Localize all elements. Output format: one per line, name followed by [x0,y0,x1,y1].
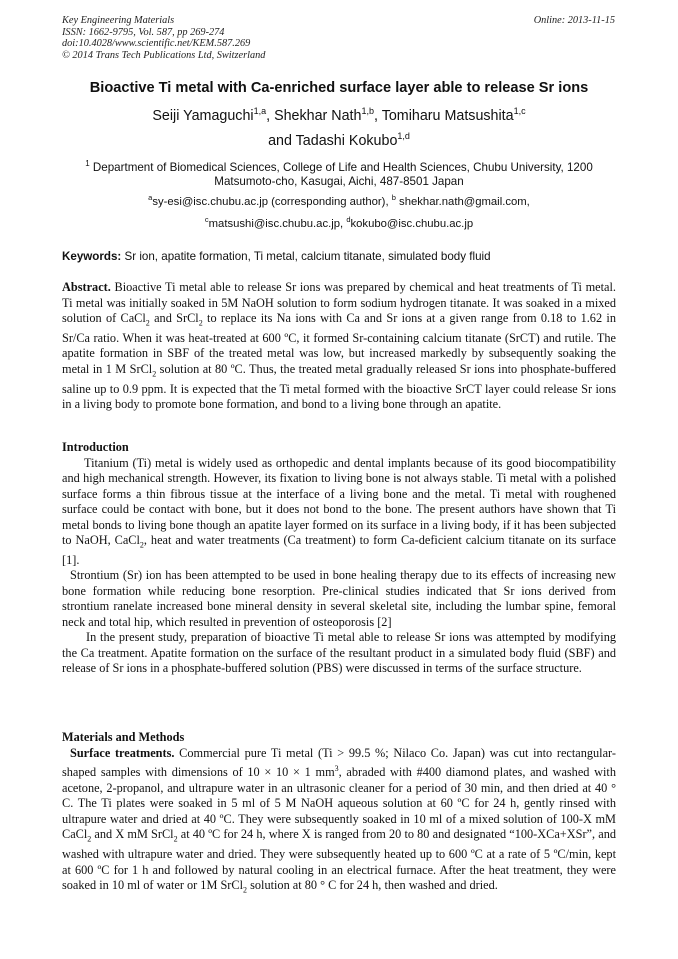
paragraph-text: Titanium (Ti) metal is widely used as orthopedic and dental implants because of its good biocompatibility and high mechanical strength. However, its fixation to living bone is not always stable. Ti metal with a polished surface forms a thin fibrous tissue at the interface of a living bone and the metal. Ti metal with roughened surface could be contact with bone, but it does not bond to the bone. The present authors have shown that Ti metal bonds to living bone though an apatite layer formed on its surface in a living body, if it has been subjected to NaOH, CaCl [62,455,616,547]
journal-header [62,15,265,61]
author-affil-sup: 1,d [397,131,410,141]
copyright-line: © 2014 Trans Tech Publications Ltd, Switzerland [62,49,266,61]
email-line-1 [0,193,678,208]
introduction-section [62,440,616,677]
abstract-text: to replace its Na ions with Ca and Sr ions at a given range from 0.18 to 1.62 in Sr/Ca ratio. When it was heat-treated at 600 ºC, it formed Sr-containing calcium titanate (SrCT) and rutile. The apatite formation in SBF of the treated metal was low, but increased markedly by subsequently soaking the metal in 1 M SrCl [62,311,616,376]
author-line-2 [0,131,678,149]
abstract-text: Bioactive Ti metal able to release Sr ions was prepared by chemical and heat treatments of Ti metal. Ti metal was initially soaked in 5M NaOH solution to form sodium hydrogen titanate. It was soaked in a mixed solution of CaCl [62,280,616,325]
paragraph-text: Strontium (Sr) ion has been attempted to be used in bone healing therapy due to its effects of increasing new bone formation while reducing bone resorption. Pre-clinical studies indicated that Sr ions derived from strontium ranelate increased bone mineral density in several skeletal site, including the lumbar spine, femoral neck and total hip, which resulted in prevention of osteoporosis [2] [62,568,616,629]
paragraph-text: solution at 80 ° C for 24 h, then washed and dried. [247,878,498,893]
subscript: 2 [243,885,248,895]
section-heading: Introduction [62,440,129,454]
author-affil-sup: 1,b [361,106,374,116]
email-address: shekhar.nath@gmail.com, [399,195,530,208]
subscript: 2 [145,318,150,328]
email-line-2 [0,215,678,230]
author-affil-sup: 1,a [253,106,267,116]
paper-title: Bioactive Ti metal with Ca-enriched surface layer able to release Sr ions [89,80,589,96]
journal-name: Key Engineering Materials [62,15,175,26]
author-affil-sup: 1,c [513,106,526,116]
email-address: sy-esi@isc.chubu.ac.jp (corresponding author), [152,195,389,208]
section-heading: Materials and Methods [62,730,185,744]
paragraph-text: at 40 ºC for 24 h, where X is ranged from 20 to 80 and designated “100-XCa+XSr”, and washed with ultrapure water and dried. They were subsequently heated up to 600 ºC at a rate of 5 ºC/min, kept at 600 ºC for 1 h and followed by natural cooling in an electrical furnace. After the heat treatment, they were soaked in 10 ml of water or 1M SrCl [62,827,616,893]
keywords-label: Keywords: [62,250,122,263]
keywords [62,250,491,263]
abstract-label: Abstract. [62,280,111,294]
doi-line: doi:10.4028/www.scientific.net/KEM.587.269 [62,38,251,50]
subscript: 2 [198,318,203,328]
subscript: 2 [87,834,92,844]
affiliation-number: 1 [85,159,90,168]
email-sup: b [391,193,396,202]
email-sup: c [204,215,209,224]
email-sup: d [346,215,351,224]
affiliation-line: Department of Biomedical Sciences, College of Life and Health Sciences, Chubu University, 1200 [92,160,593,174]
paragraph-text: In the present study, preparation of bioactive Ti metal able to release Sr ions was attempted by modifying the Ca treatment. Apatite formation on the surface of the resultant product in a simulated body fluid (SBF) and release of Sr ions in a phosphate-buffered solution (PBS) were discussed in terms of the surface structure. [62,630,616,676]
email-address: matsushi@isc.chubu.ac.jp, [208,217,344,230]
keywords-text: Sr ion, apatite formation, Ti metal, calcium titanate, simulated body fluid [124,250,491,263]
subsection-heading: Surface treatments. [70,745,175,760]
paragraph-text: and X mM SrCl [91,827,174,842]
author-and: and [268,132,292,149]
online-date: Online: 2013-11-15 [533,15,615,26]
paragraph-text: , abraded with #400 diamond plates, and washed with acetone, 2-propanol, and ultrapure water in an ultrasonic cleaner for a period of 30 min, and then dried at 40 ° C. The Ti plates were soaked in 5 ml of 5 M NaOH aqueous solution at 60 ºC for 24 h, gently rinsed with ultrapure water and dried at 40 ºC. They were subsequently soaked in 10 ml of a mixed solution of 100-X mM CaCl [62,765,617,842]
affiliation [62,157,616,189]
abstract-text: solution at 80 ºC. Thus, the treated metal gradually released Sr ions into phosphate-buffered saline up to 0.9 ppm. It is expected that the Ti metal formed with the bioactive SrCT layer could release Sr ions in a living body to promote bone formation, and bond to a living bone through an apatite. [62,361,616,412]
issn-line: ISSN: 1662-9795, Vol. 587, pp 269-274 [62,26,225,38]
paragraph-text: , heat and water treatments (Ca treatment) to form Ca-deficient calcium titanate on its surface [1]. [62,533,616,567]
superscript: 3 [334,764,339,773]
subscript: 2 [139,540,144,550]
author-name: Shekhar Nath [274,107,362,124]
abstract [62,280,616,413]
email-sup: a [148,193,153,202]
methods-section [62,730,616,898]
author-name: Seiji Yamaguchi [152,107,254,124]
subscript: 2 [173,834,178,844]
author-name: Tomiharu Matsushita [381,107,514,124]
subscript: 2 [152,369,157,379]
email-address: kokubo@isc.chubu.ac.jp [350,217,474,230]
author-name: Tadashi Kokubo [295,132,398,149]
paragraph-text: Commercial pure Ti metal (Ti > 99.5 %; Nilaco Co. Japan) was cut into rectangular-shaped samples with dimensions of 10 × 10 × 1 mm [62,745,617,780]
abstract-text: and SrCl [149,311,199,325]
author-line-1: Seiji Yamaguchi$^{1,a}$, Shekhar Nath$^{1,b}$, Tomiharu Matsushita$^{1,c}$ [152,106,526,124]
affiliation-line: Matsumoto-cho, Kasugai, Aichi, 487-8501 Japan [214,174,464,188]
